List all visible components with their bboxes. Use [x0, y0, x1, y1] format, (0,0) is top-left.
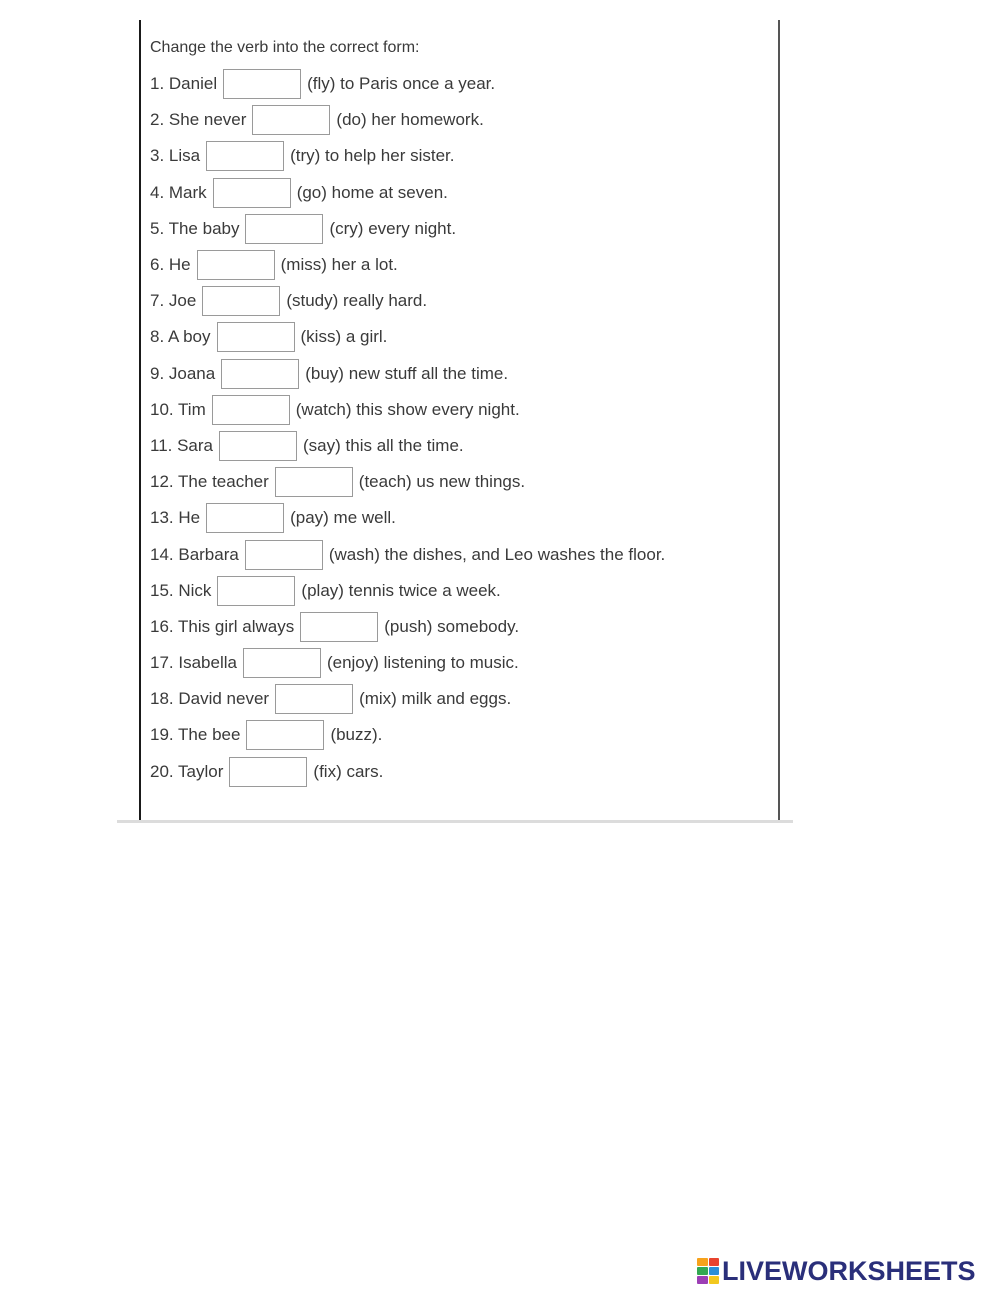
- exercise-verb-hint: (play) tennis twice a week.: [301, 580, 501, 600]
- exercise-prompt: 3. Lisa: [150, 146, 201, 166]
- answer-input[interactable]: [243, 648, 321, 678]
- exercise-item: [150, 500, 750, 536]
- exercise-verb-hint: (try) to help her sister.: [290, 146, 455, 166]
- logo-block: [709, 1258, 720, 1266]
- exercise-prompt: 11. Sara: [150, 435, 214, 455]
- frame-left-border: [139, 20, 141, 820]
- exercise-verb-hint: (enjoy) listening to music.: [326, 653, 519, 673]
- frame-right-border: [778, 20, 780, 822]
- exercise-item: [150, 247, 750, 283]
- liveworksheets-blocks-icon: [697, 1258, 719, 1284]
- exercise-verb-hint: (buzz).: [330, 725, 383, 745]
- exercise-prompt: 13. He: [150, 508, 201, 528]
- answer-input[interactable]: [217, 576, 295, 606]
- exercise-verb-hint: (say) this all the time.: [303, 435, 464, 455]
- answer-input[interactable]: [197, 250, 275, 280]
- exercise-verb-hint: (mix) milk and eggs.: [359, 689, 512, 709]
- exercise-verb-hint: (fix) cars.: [313, 761, 384, 781]
- exercise-prompt: 9. Joana: [150, 363, 216, 383]
- exercise-verb-hint: (do) her homework.: [336, 110, 484, 130]
- exercise-prompt: 15. Nick: [150, 580, 212, 600]
- answer-input[interactable]: [245, 214, 323, 244]
- logo-block: [709, 1267, 720, 1275]
- exercise-prompt: 8. A boy: [150, 327, 211, 347]
- exercise-verb-hint: (push) somebody.: [384, 616, 520, 636]
- exercise-prompt: 2. She never: [150, 110, 247, 130]
- exercise-item: [150, 319, 750, 355]
- frame-bottom-border: [117, 820, 793, 823]
- logo-block: [697, 1258, 708, 1266]
- answer-input[interactable]: [245, 540, 323, 570]
- exercise-item: [150, 138, 750, 174]
- exercise-prompt: 17. Isabella: [150, 653, 237, 673]
- exercise-verb-hint: (buy) new stuff all the time.: [305, 363, 509, 383]
- exercise-prompt: 14. Barbara: [150, 544, 239, 564]
- exercise-item: [150, 754, 750, 790]
- exercise-verb-hint: (teach) us new things.: [358, 472, 526, 492]
- exercise-prompt: 5. The baby: [150, 218, 240, 238]
- answer-input[interactable]: [275, 684, 353, 714]
- exercise-prompt: 6. He: [150, 255, 191, 275]
- exercise-item: [150, 102, 750, 138]
- exercise-verb-hint: (fly) to Paris once a year.: [307, 74, 496, 94]
- exercise-item: [150, 428, 750, 464]
- exercise-prompt: 7. Joe: [150, 291, 197, 311]
- exercise-item: [150, 717, 750, 753]
- exercise-verb-hint: (pay) me well.: [290, 508, 396, 528]
- exercise-prompt: 4. Mark: [150, 182, 207, 202]
- logo-block: [697, 1267, 708, 1275]
- exercise-prompt: 19. The bee: [150, 725, 241, 745]
- exercise-verb-hint: (study) really hard.: [286, 291, 428, 311]
- answer-input[interactable]: [246, 720, 324, 750]
- answer-input[interactable]: [202, 286, 280, 316]
- exercise-verb-hint: (miss) her a lot.: [280, 255, 398, 275]
- answer-input[interactable]: [275, 467, 353, 497]
- answer-input[interactable]: [212, 395, 290, 425]
- exercise-item: [150, 573, 750, 609]
- exercise-item: [150, 392, 750, 428]
- logo-text: LIVEWORKSHEETS: [722, 1255, 976, 1286]
- exercise-verb-hint: (go) home at seven.: [296, 182, 448, 202]
- exercise-item: [150, 681, 750, 717]
- exercise-item: [150, 464, 750, 500]
- exercise-item: [150, 536, 750, 572]
- exercise-prompt: 1. Daniel: [150, 74, 218, 94]
- answer-input[interactable]: [300, 612, 378, 642]
- answer-input[interactable]: [213, 178, 291, 208]
- exercise-prompt: 12. The teacher: [150, 472, 269, 492]
- answer-input[interactable]: [252, 105, 330, 135]
- exercise-verb-hint: (kiss) a girl.: [300, 327, 388, 347]
- liveworksheets-logo: [697, 1255, 976, 1287]
- instructions-text: Change the verb into the correct form:: [150, 39, 420, 56]
- exercise-list: [150, 66, 750, 790]
- exercise-prompt: 20. Taylor: [150, 761, 224, 781]
- exercise-verb-hint: (watch) this show every night.: [295, 399, 520, 419]
- answer-input[interactable]: [217, 322, 295, 352]
- exercise-item: [150, 175, 750, 211]
- logo-block: [697, 1276, 708, 1284]
- exercise-item: [150, 283, 750, 319]
- exercise-prompt: 18. David never: [150, 689, 270, 709]
- answer-input[interactable]: [223, 69, 301, 99]
- answer-input[interactable]: [229, 757, 307, 787]
- exercise-item: [150, 211, 750, 247]
- exercise-verb-hint: (wash) the dishes, and Leo washes the floor.: [328, 544, 666, 564]
- answer-input[interactable]: [221, 359, 299, 389]
- answer-input[interactable]: [219, 431, 297, 461]
- exercise-verb-hint: (cry) every night.: [329, 218, 457, 238]
- exercise-item: [150, 66, 750, 102]
- worksheet: [150, 36, 750, 790]
- exercise-item: [150, 645, 750, 681]
- answer-input[interactable]: [206, 141, 284, 171]
- exercise-prompt: 10. Tim: [150, 399, 206, 419]
- logo-block: [709, 1276, 720, 1284]
- exercise-prompt: 16. This girl always: [150, 616, 295, 636]
- exercise-item: [150, 356, 750, 392]
- exercise-item: [150, 609, 750, 645]
- answer-input[interactable]: [206, 503, 284, 533]
